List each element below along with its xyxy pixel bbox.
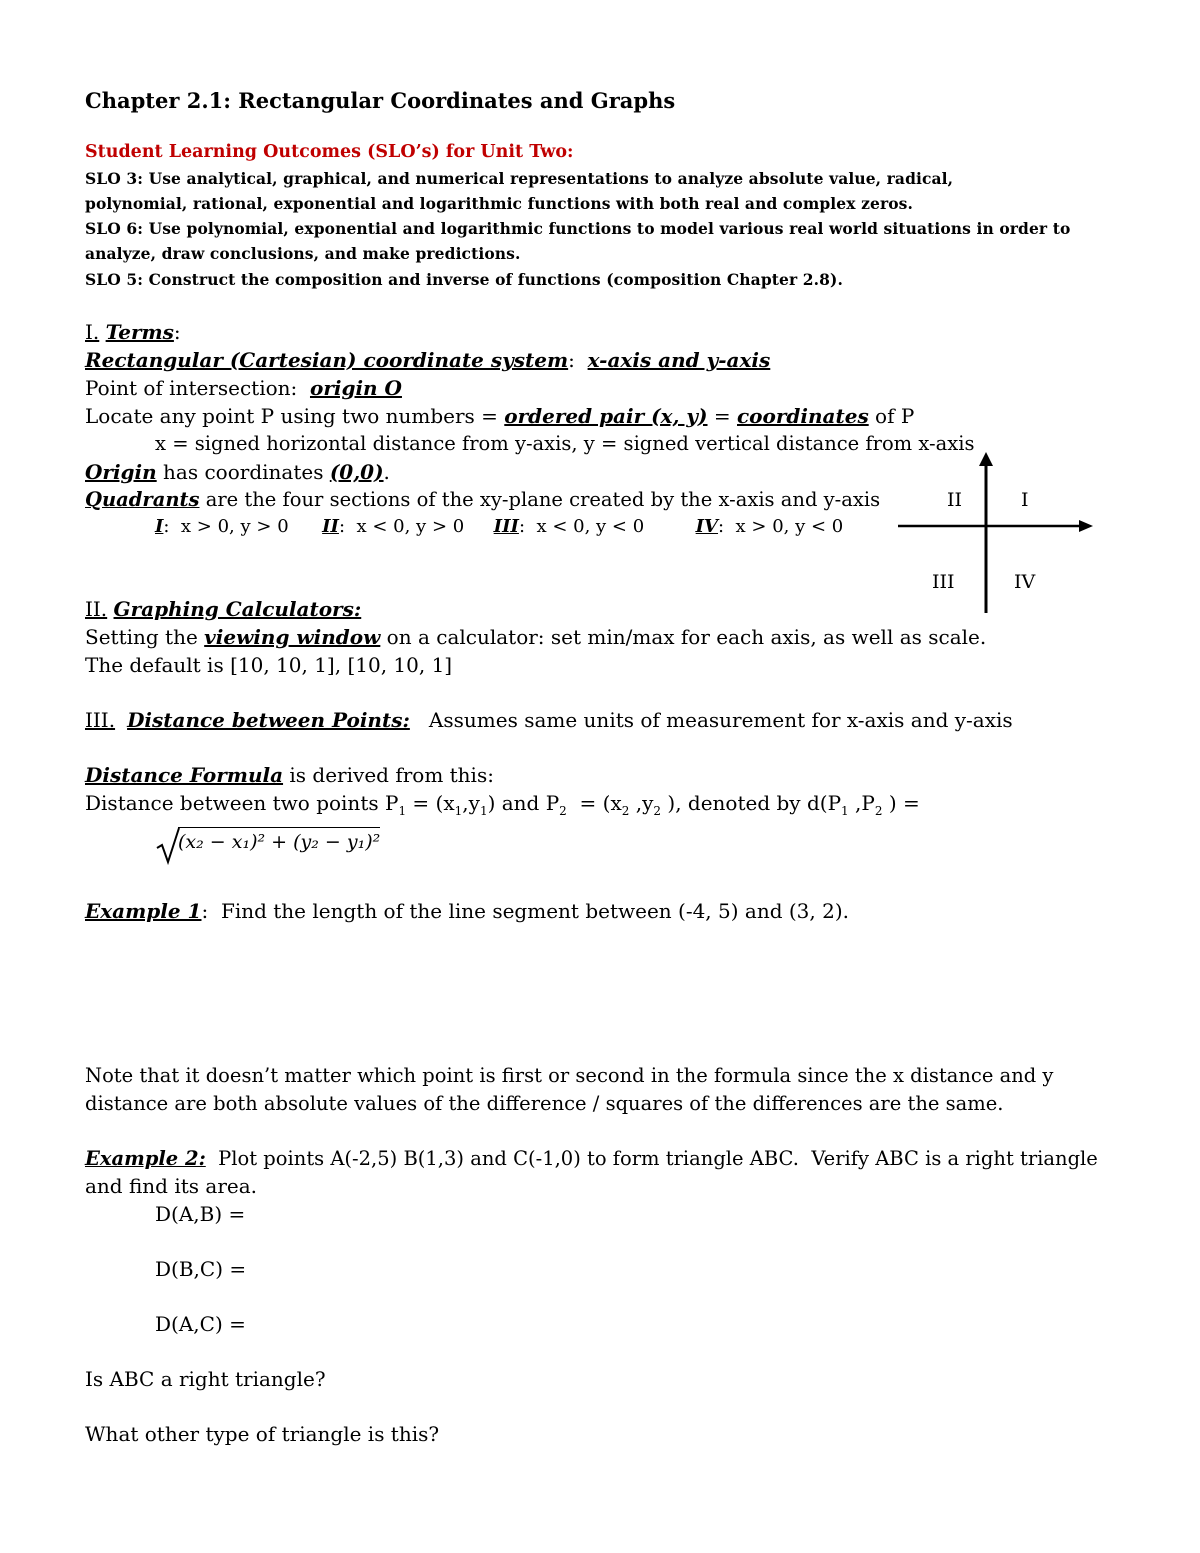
quadrant-label-II: II <box>947 489 963 511</box>
distance-ab: D(A,B) = <box>155 1202 246 1226</box>
distance-formula <box>178 827 380 853</box>
ordered-pair-term: ordered pair (x, y) <box>504 404 708 428</box>
origin2-term: Origin <box>85 460 157 484</box>
formula-expression: (x₂ − x₁)² + (y₂ − y₁)² <box>178 831 381 853</box>
slo6-text: Use polynomial, exponential and logarithmic functions to model various real world situations in order to <box>143 219 1071 238</box>
right-triangle-question: Is ABC a right triangle? <box>85 1367 326 1391</box>
slo5-line <box>85 270 843 289</box>
quadrants-term: Quadrants <box>85 488 200 511</box>
between-eq2: = (x <box>566 791 622 815</box>
p1-subscript: 1 <box>398 804 407 818</box>
slo6-line2: analyze, draw conclusions, and make predictions. <box>85 244 521 263</box>
y1-subscript: 1 <box>479 804 488 818</box>
default-window-line: The default is [10, 10, 1], [10, 10, 1] <box>85 653 453 677</box>
d-p2-subscript: 2 <box>874 804 883 818</box>
distance-bc: D(B,C) = <box>155 1257 247 1281</box>
triangle-type-question: What other type of triangle is this? <box>85 1422 440 1446</box>
q3-label: III <box>493 516 519 537</box>
x-axis-arrow-icon <box>1079 520 1093 532</box>
quadrant-label-III: III <box>932 571 955 593</box>
quadrant-label-IV: IV <box>1014 571 1036 593</box>
viewing-window-term: viewing window <box>204 625 381 649</box>
quadrant-conditions <box>155 516 843 537</box>
quadrants-line <box>85 488 880 511</box>
rect-sep: : <box>568 348 588 372</box>
slo5-text: Construct the composition and inverse of functions (composition Chapter 2.8). <box>143 270 843 289</box>
terms-word: Terms <box>105 320 174 344</box>
q4-label: IV <box>695 516 719 537</box>
origin-text: Point of intersection: <box>85 376 310 400</box>
calculators-heading <box>85 597 361 621</box>
rect-axes: x-axis and y-axis <box>587 348 771 372</box>
origin2-end: . <box>383 460 390 484</box>
example2-line1 <box>85 1147 1098 1170</box>
origin2-coords: (0,0) <box>329 460 384 484</box>
note-line2: distance are both absolute values of the difference / squares of the differences are the same. <box>85 1092 1004 1115</box>
q1-cond: : x > 0, y > 0 <box>163 516 289 537</box>
slo3-line2: polynomial, rational, exponential and logarithmic functions with both real and complex zeros. <box>85 194 913 213</box>
slo3-line1 <box>85 169 953 188</box>
y2-subscript: 2 <box>653 804 662 818</box>
slo6-line1 <box>85 219 1070 238</box>
formula-text: is derived from this: <box>283 763 494 787</box>
example1-label: Example 1 <box>85 899 202 923</box>
q2-label: II <box>322 516 339 537</box>
slo6-label: SLO 6: <box>85 219 144 238</box>
slo3-label: SLO 3: <box>85 169 144 188</box>
viewing-text: Setting the <box>85 625 205 649</box>
locate-mid: = <box>707 404 737 428</box>
formula-derivation-line <box>85 763 494 787</box>
locate-end: of P <box>868 404 915 428</box>
terms-num: I. <box>85 320 100 344</box>
distance-ac: D(A,C) = <box>155 1312 246 1336</box>
distance-note: Assumes same units of measurement for x-axis and y-axis <box>409 708 1013 732</box>
locate-line <box>85 404 914 428</box>
example1-text: : Find the length of the line segment between (-4, 5) and (3, 2). <box>201 899 849 923</box>
origin-term: origin O <box>309 376 402 400</box>
y-axis-arrow-icon <box>979 452 993 466</box>
p2-subscript: 2 <box>559 804 567 818</box>
origin-coords-line <box>85 460 390 484</box>
x1-subscript: 1 <box>454 804 463 818</box>
between-comma2: ,y <box>629 791 654 815</box>
between-dcomma: ,P <box>848 791 875 815</box>
q1-label: I <box>155 516 164 537</box>
q3-cond: : x < 0, y < 0 <box>518 516 645 537</box>
between-and: ) and P <box>487 791 560 815</box>
example2-text: Plot points A(-2,5) B(1,3) and C(-1,0) to form triangle ABC. Verify ABC is a right triangle <box>205 1147 1098 1170</box>
q2-cond: : x < 0, y > 0 <box>338 516 465 537</box>
quadrant-diagram <box>890 448 1100 618</box>
example2-line2: and find its area. <box>85 1174 258 1198</box>
q4-cond: : x > 0, y < 0 <box>718 516 844 537</box>
between-end: ), denoted by d(P <box>661 791 842 815</box>
terms-colon: : <box>173 320 181 344</box>
coordinates-term: coordinates <box>737 404 869 428</box>
example2-label: Example 2: <box>85 1147 206 1170</box>
origin-line <box>85 376 402 400</box>
calculators-num: II. <box>85 597 108 621</box>
distance-formula-term: Distance Formula <box>85 763 284 787</box>
distance-between-line <box>85 791 920 818</box>
slo3-text: Use analytical, graphical, and numerical representations to analyze absolute value, radical, <box>143 169 954 188</box>
between-tail: ) = <box>882 791 920 815</box>
distance-word: Distance between Points: <box>127 708 410 732</box>
origin2-text: has coordinates <box>156 460 330 484</box>
quadrants-text: are the four sections of the xy-plane created by the x-axis and y-axis <box>199 488 881 511</box>
calculators-word: Graphing Calculators: <box>113 597 362 621</box>
between-comma1: ,y <box>462 791 480 815</box>
note-line1: Note that it doesn’t matter which point is first or second in the formula since the x distance and y <box>85 1064 1054 1087</box>
d-p1-subscript: 1 <box>841 804 849 818</box>
viewing-end: on a calculator: set min/max for each axis, as well as scale. <box>380 625 987 649</box>
signed-distance-line: x = signed horizontal distance from y-axis, y = signed vertical distance from x-axis <box>155 432 975 455</box>
quadrant-label-I: I <box>1021 489 1029 511</box>
between-eq1: = (x <box>406 791 455 815</box>
x2-subscript: 2 <box>621 804 630 818</box>
locate-text: Locate any point P using two numbers = <box>85 404 505 428</box>
distance-num: III. <box>85 708 116 732</box>
rect-term: Rectangular (Cartesian) coordinate system <box>85 348 569 372</box>
slo5-label: SLO 5: <box>85 270 144 289</box>
terms-heading <box>85 320 181 344</box>
page-title: Chapter 2.1: Rectangular Coordinates and Graphs <box>85 88 676 113</box>
between-text: Distance between two points P <box>85 791 399 815</box>
distance-heading <box>85 708 1013 732</box>
viewing-window-line <box>85 625 986 649</box>
rect-coord-line <box>85 348 770 372</box>
example1-line <box>85 899 849 923</box>
slo-heading: Student Learning Outcomes (SLO’s) for Unit Two: <box>85 142 574 162</box>
